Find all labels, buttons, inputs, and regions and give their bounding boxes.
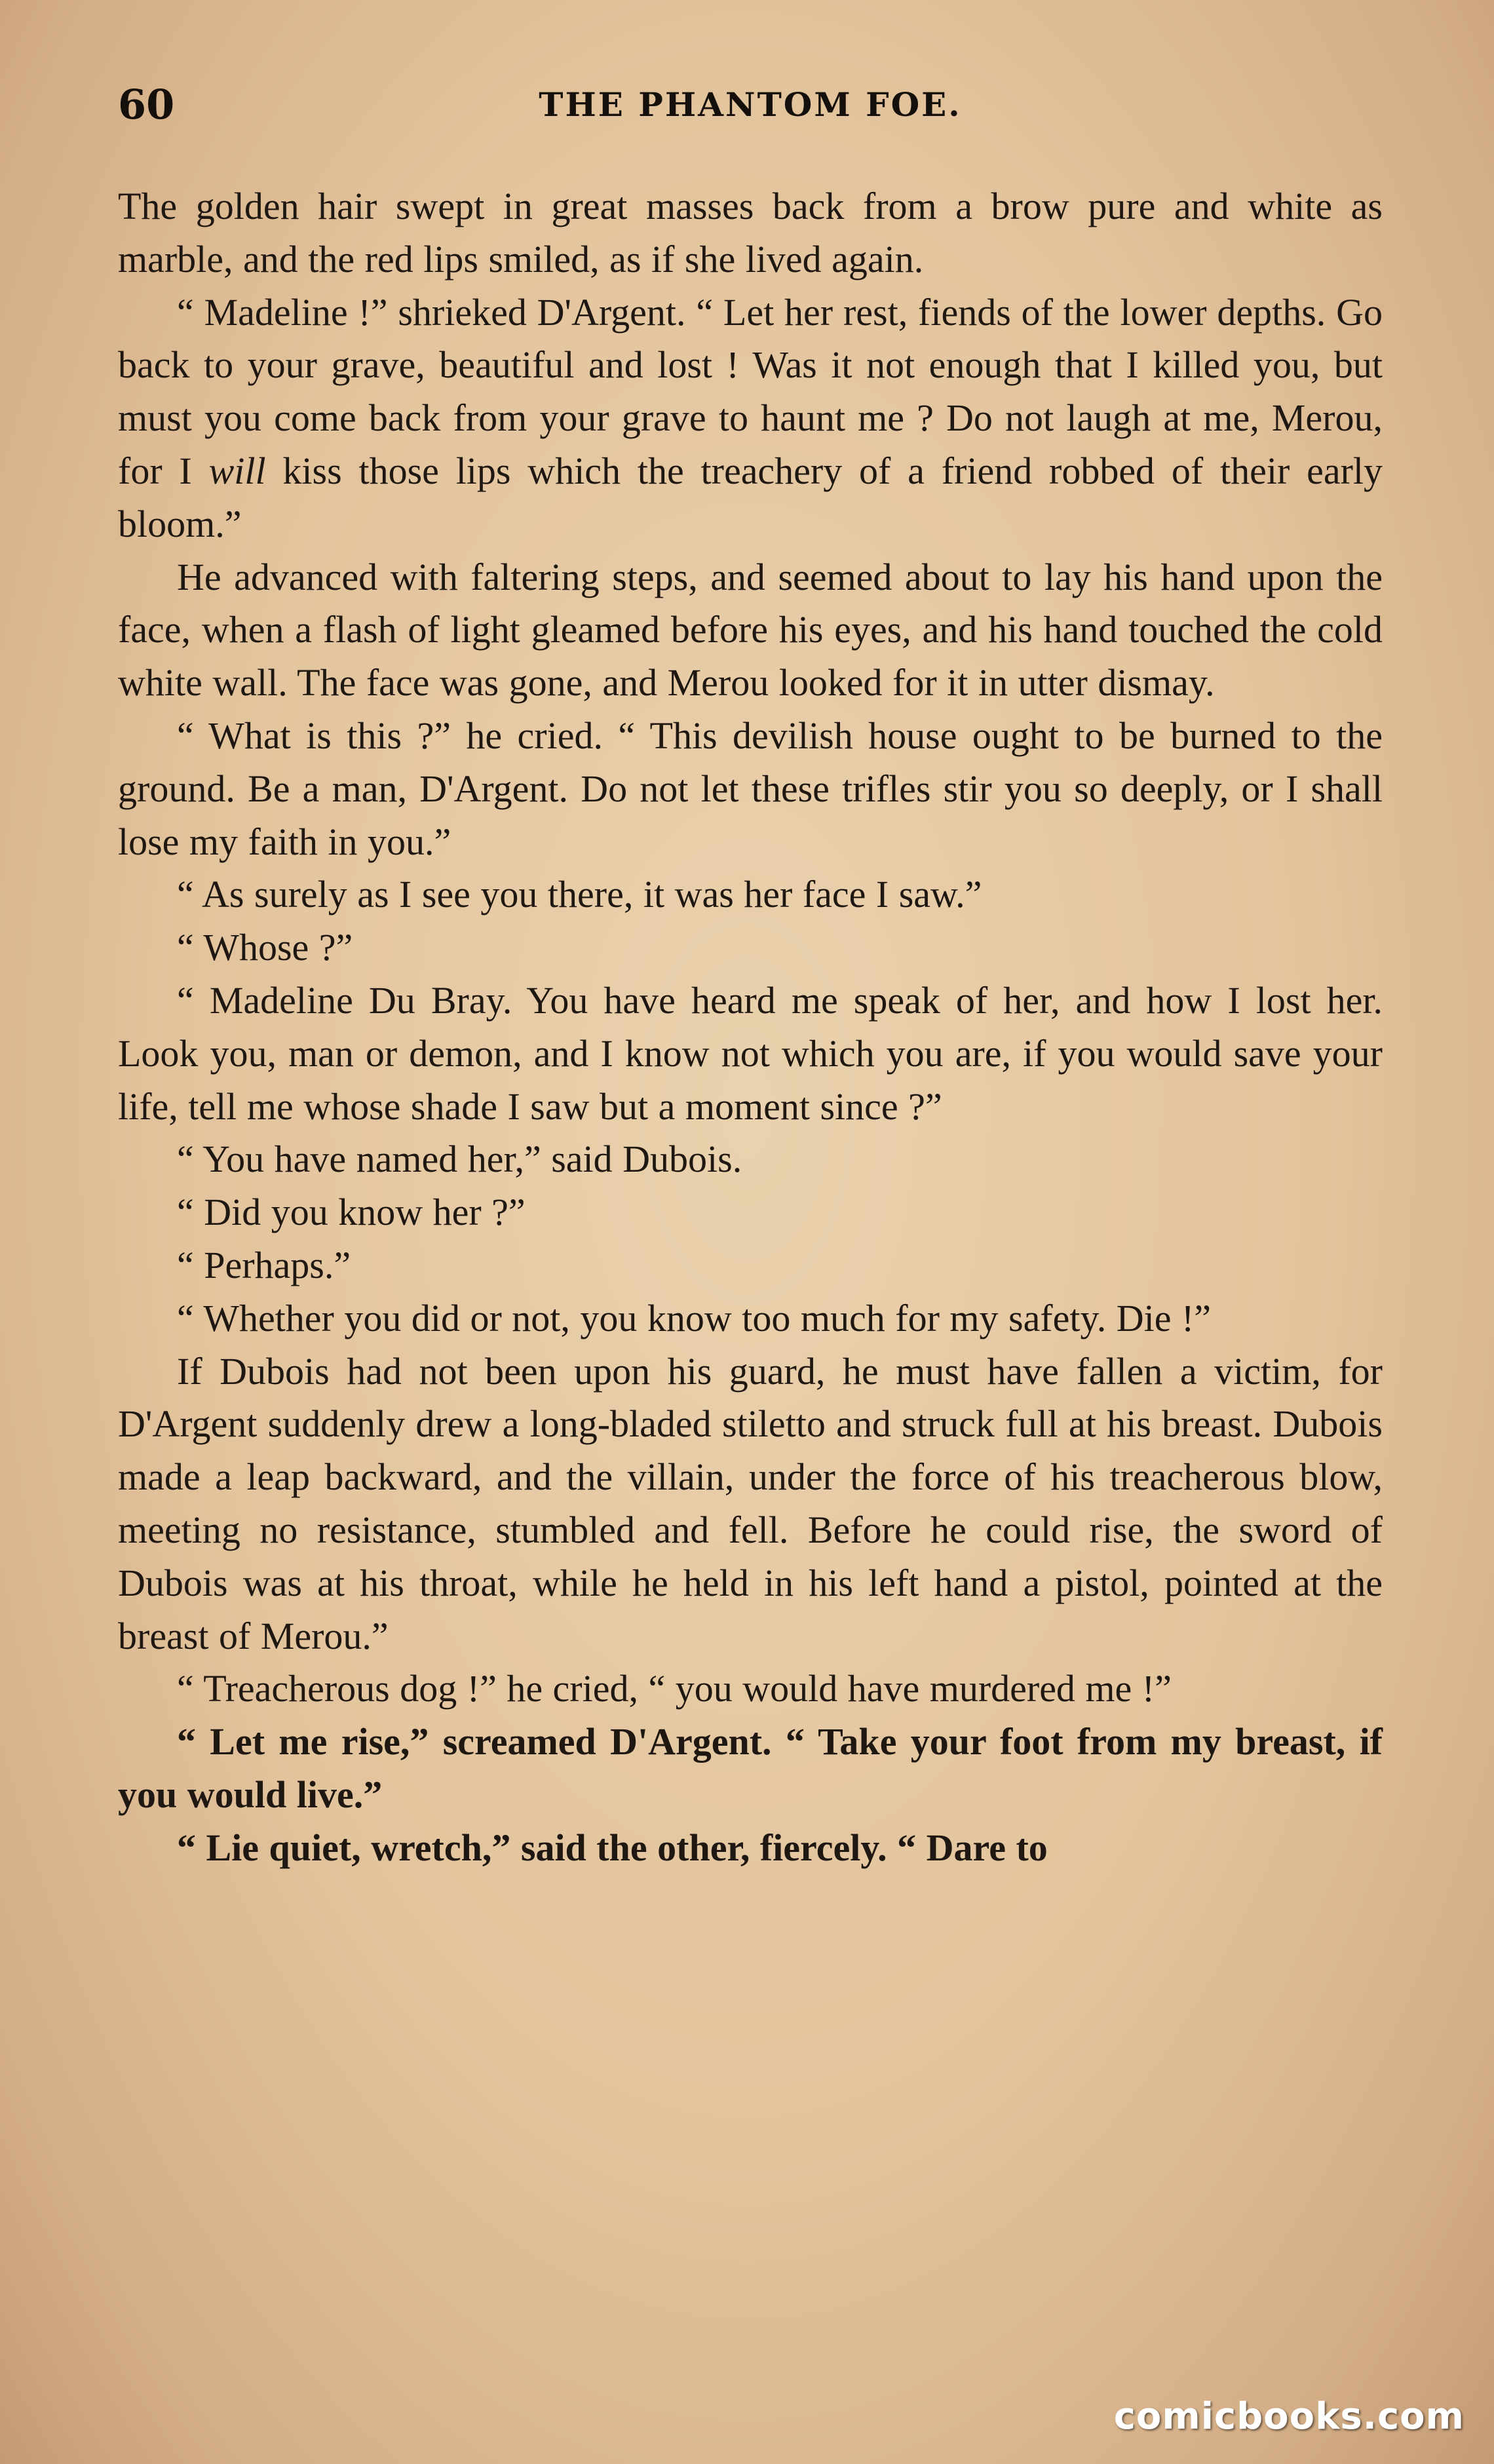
watermark: comicbooks.com <box>1113 2395 1465 2438</box>
paragraph-2-emphasis: will <box>208 449 266 492</box>
paragraph-13: “ Treacherous dog !” he cried, “ you would have murdered me !” <box>177 1667 1172 1710</box>
paragraph-11: “ Whether you did or not, you know too much for my safety. Die !” <box>177 1296 1212 1339</box>
paragraph-9: “ Did you know her ?” <box>177 1191 526 1234</box>
paragraph-2-part-2: kiss those lips which the treachery of a friend robbed of their early bloom.” <box>118 449 1383 545</box>
paragraph-3: He advanced with faltering steps, and seemed about to lay his hand upon the face, when a flash of light gleamed before his eyes, and his hand touched the cold white wall. The face was gone, and Merou looked for it in utter dismay. <box>118 555 1383 704</box>
page-number: 60 <box>118 81 175 128</box>
paragraph-10: “ Perhaps.” <box>177 1243 351 1286</box>
body-text <box>118 180 1383 1875</box>
paragraph-7: “ Madeline Du Bray. You have heard me speak of her, and how I lost her. Look you, man or demon, and I know not which you are, if you would save your life, tell me whose shade I saw but a moment since ?” <box>118 978 1383 1128</box>
paragraph-2 <box>118 286 1383 551</box>
paragraph-6: “ Whose ?” <box>177 926 353 969</box>
paragraph-2-part-1: “ Madeline !” shrieked D'Argent. “ Let her rest, fiends of the lower depths. Go back to your grave, beautiful and lost ! Was it not enough that I killed you, but must you come back from your grave to haunt me ? Do not laugh at me, Merou, for I <box>118 290 1383 492</box>
paragraph-8: “ You have named her,” said Dubois. <box>177 1138 742 1181</box>
running-head: THE PHANTOM FOE. <box>539 85 962 124</box>
paragraph-15: “ Lie quiet, wretch,” said the other, fiercely. “ Dare to <box>177 1826 1048 1869</box>
paragraph-4: “ What is this ?” he cried. “ This devilish house ought to be burned to the ground. Be a man, D'Argent. Do not let these trifles stir you so deeply, or I shall lose my faith in you.” <box>118 714 1383 863</box>
paragraph-1: The golden hair swept in great masses back from a brow pure and white as marble, and the red lips smiled, as if she lived again. <box>118 185 1383 280</box>
paragraph-12: If Dubois had not been upon his guard, he must have fallen a victim, for D'Argent suddenly drew a long-bladed stiletto and struck full at his breast. Dubois made a leap backward, and the villain, under the force of his treacherous blow, meeting no resistance, stumbled and fell. Before he could rise, the sword of Dubois was at his throat, while he held in his left hand a pistol, pointed at the breast of Merou.” <box>118 1349 1383 1657</box>
paragraph-14: “ Let me rise,” screamed D'Argent. “ Take your foot from my breast, if you would live.” <box>118 1720 1383 1816</box>
paragraph-5: “ As surely as I see you there, it was her face I saw.” <box>177 873 982 916</box>
page-header <box>118 79 1383 131</box>
